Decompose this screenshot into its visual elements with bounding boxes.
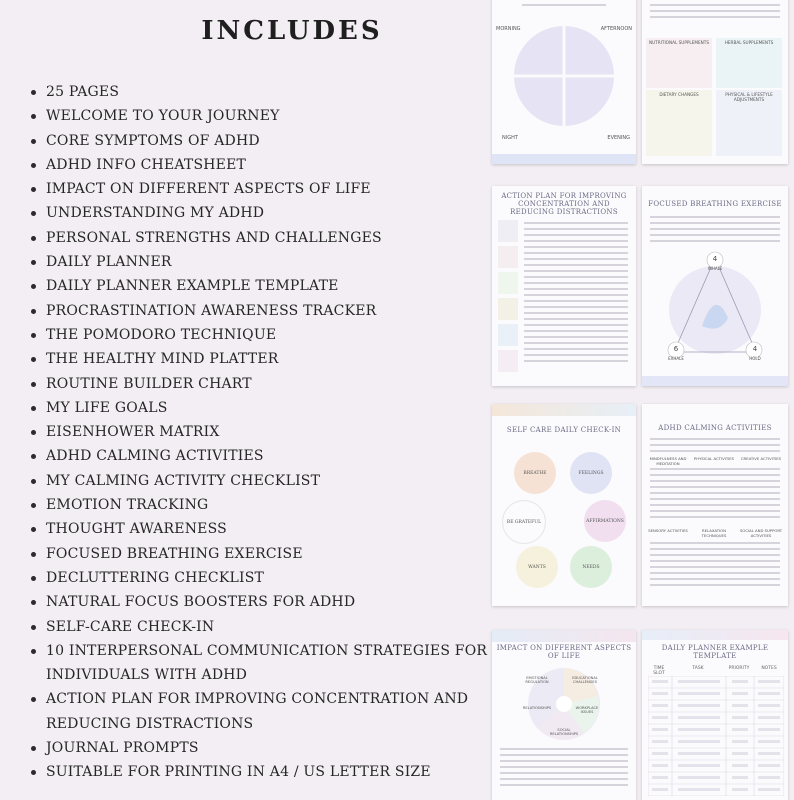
impact-segment: EMOTIONAL REGULATION [525, 676, 549, 684]
list-item: DECLUTTERING CHECKLIST [28, 566, 498, 590]
list-item: ADHD CALMING ACTIVITIES [28, 444, 498, 468]
section-box [646, 90, 712, 156]
preview-routine-wheel [492, 0, 636, 164]
impact-segment: WORKPLACE ISSUES [575, 706, 599, 714]
list-item: DAILY PLANNER [28, 250, 498, 274]
section-title: CREATIVE ACTIVITIES [740, 456, 782, 461]
list-item: ROUTINE BUILDER CHART [28, 372, 498, 396]
preview-title: ACTION PLAN FOR IMPROVING CONCENTRATION AND REDUCING DISTRACTIONS [501, 192, 627, 216]
header-bar [492, 630, 636, 642]
page-title: INCLUDES [201, 16, 383, 46]
includes-list [28, 80, 498, 785]
section-box [716, 38, 782, 88]
selfcare-bubble: AFFIRMATIONS [584, 500, 626, 542]
list-item: IMPACT ON DIFFERENT ASPECTS OF LIFE [28, 177, 498, 201]
routine-label: EVENING [607, 135, 630, 141]
selfcare-bubble: BREATHE [514, 452, 556, 494]
impact-segment: EDUCATIONAL CHALLENGES [572, 676, 598, 684]
list-item: WELCOME TO YOUR JOURNEY [28, 104, 498, 128]
planner-header: TIME SLOT [653, 666, 665, 676]
list-item: MY LIFE GOALS [28, 396, 498, 420]
section-title: NUTRITIONAL SUPPLEMENTS [648, 40, 709, 45]
section-title: SOCIAL AND SUPPORT ACTIVITIES [739, 528, 783, 538]
routine-label: AFTERNOON [600, 26, 632, 32]
section-title: PHYSICAL ACTIVITIES [693, 456, 735, 461]
list-item: DAILY PLANNER EXAMPLE TEMPLATE [28, 274, 498, 298]
preview-daily-planner [642, 630, 788, 800]
breathing-count: 4 [752, 345, 758, 353]
section-title: DIETARY CHANGES [659, 92, 699, 97]
list-item: NATURAL FOCUS BOOSTERS FOR ADHD [28, 590, 498, 614]
preview-title: SELF CARE DAILY CHECK-IN [506, 426, 622, 434]
preview-focus-boosters [642, 0, 788, 164]
breathing-label: INHALE [707, 266, 723, 271]
list-item: UNDERSTANDING MY ADHD [28, 201, 498, 225]
preview-calming-activities [642, 404, 788, 606]
planner-header: PRIORITY [728, 666, 750, 671]
preview-title: ADHD CALMING ACTIVITIES [658, 424, 772, 432]
list-item: PERSONAL STRENGTHS AND CHALLENGES [28, 226, 498, 250]
preview-title: FOCUSED BREATHING EXERCISE [648, 200, 782, 208]
preview-impact [492, 630, 636, 800]
routine-wheel-chart [510, 20, 618, 132]
breathing-label: EXHALE [668, 356, 684, 361]
selfcare-bubble: NEEDS [570, 546, 612, 588]
list-item: EISENHOWER MATRIX [28, 420, 498, 444]
section-title: SENSORY ACTIVITIES [648, 528, 688, 533]
section-title: MINDFULNESS AND MEDITATION [649, 456, 687, 466]
impact-segment: RELATIONSHIPS [522, 706, 552, 710]
list-item: THE HEALTHY MIND PLATTER [28, 347, 498, 371]
selfcare-bubble: FEELINGS [570, 452, 612, 494]
list-item: 25 PAGES [28, 80, 498, 104]
section-box [646, 38, 712, 88]
preview-action-plan [492, 186, 636, 386]
planner-header: NOTES [761, 666, 777, 671]
list-item: THE POMODORO TECHNIQUE [28, 323, 498, 347]
list-item: THOUGHT AWARENESS [28, 517, 498, 541]
routine-label: MORNING [496, 26, 521, 32]
list-item: 10 INTERPERSONAL COMMUNICATION STRATEGIES FOR INDIVIDUALS WITH ADHD [28, 639, 498, 688]
impact-segment: SOCIAL RELATIONSHIPS [549, 728, 579, 736]
list-item: ACTION PLAN FOR IMPROVING CONCENTRATION AND REDUCING DISTRACTIONS [28, 687, 498, 736]
planner-grid [648, 676, 784, 796]
list-item: SELF-CARE CHECK-IN [28, 615, 498, 639]
routine-label: NIGHT [502, 135, 518, 141]
list-item: MY CALMING ACTIVITY CHECKLIST [28, 469, 498, 493]
header-bar [492, 404, 636, 416]
breathing-count: 6 [673, 345, 679, 353]
section-title: HERBAL SUPPLEMENTS [724, 40, 774, 45]
breathing-count: 4 [712, 255, 718, 263]
list-item: ADHD INFO CHEATSHEET [28, 153, 498, 177]
footer-bar [642, 376, 788, 386]
section-title: PHYSICAL & LIFESTYLE ADJUSTMENTS [725, 92, 773, 102]
list-item: PROCRASTINATION AWARENESS TRACKER [28, 299, 498, 323]
footer-bar [492, 154, 636, 164]
list-item: JOURNAL PROMPTS [28, 736, 498, 760]
preview-title: IMPACT ON DIFFERENT ASPECTS OF LIFE [496, 644, 632, 660]
header-bar [642, 630, 788, 640]
selfcare-bubble: WANTS [516, 546, 558, 588]
page-previews [486, 0, 794, 794]
list-item: CORE SYMPTOMS OF ADHD [28, 129, 498, 153]
selfcare-bubble: BE GRATEFUL [502, 500, 546, 544]
list-item: EMOTION TRACKING [28, 493, 498, 517]
preview-self-care [492, 404, 636, 606]
preview-title: DAILY PLANNER EXAMPLE TEMPLATE [661, 644, 769, 660]
list-item: SUITABLE FOR PRINTING IN A4 / US LETTER SIZE [28, 760, 498, 784]
section-title: RELAXATION TECHNIQUES [701, 528, 727, 538]
preview-breathing [642, 186, 788, 386]
planner-header: TASK [692, 666, 704, 671]
list-item: FOCUSED BREATHING EXERCISE [28, 542, 498, 566]
breathing-label: HOLD [749, 356, 761, 361]
